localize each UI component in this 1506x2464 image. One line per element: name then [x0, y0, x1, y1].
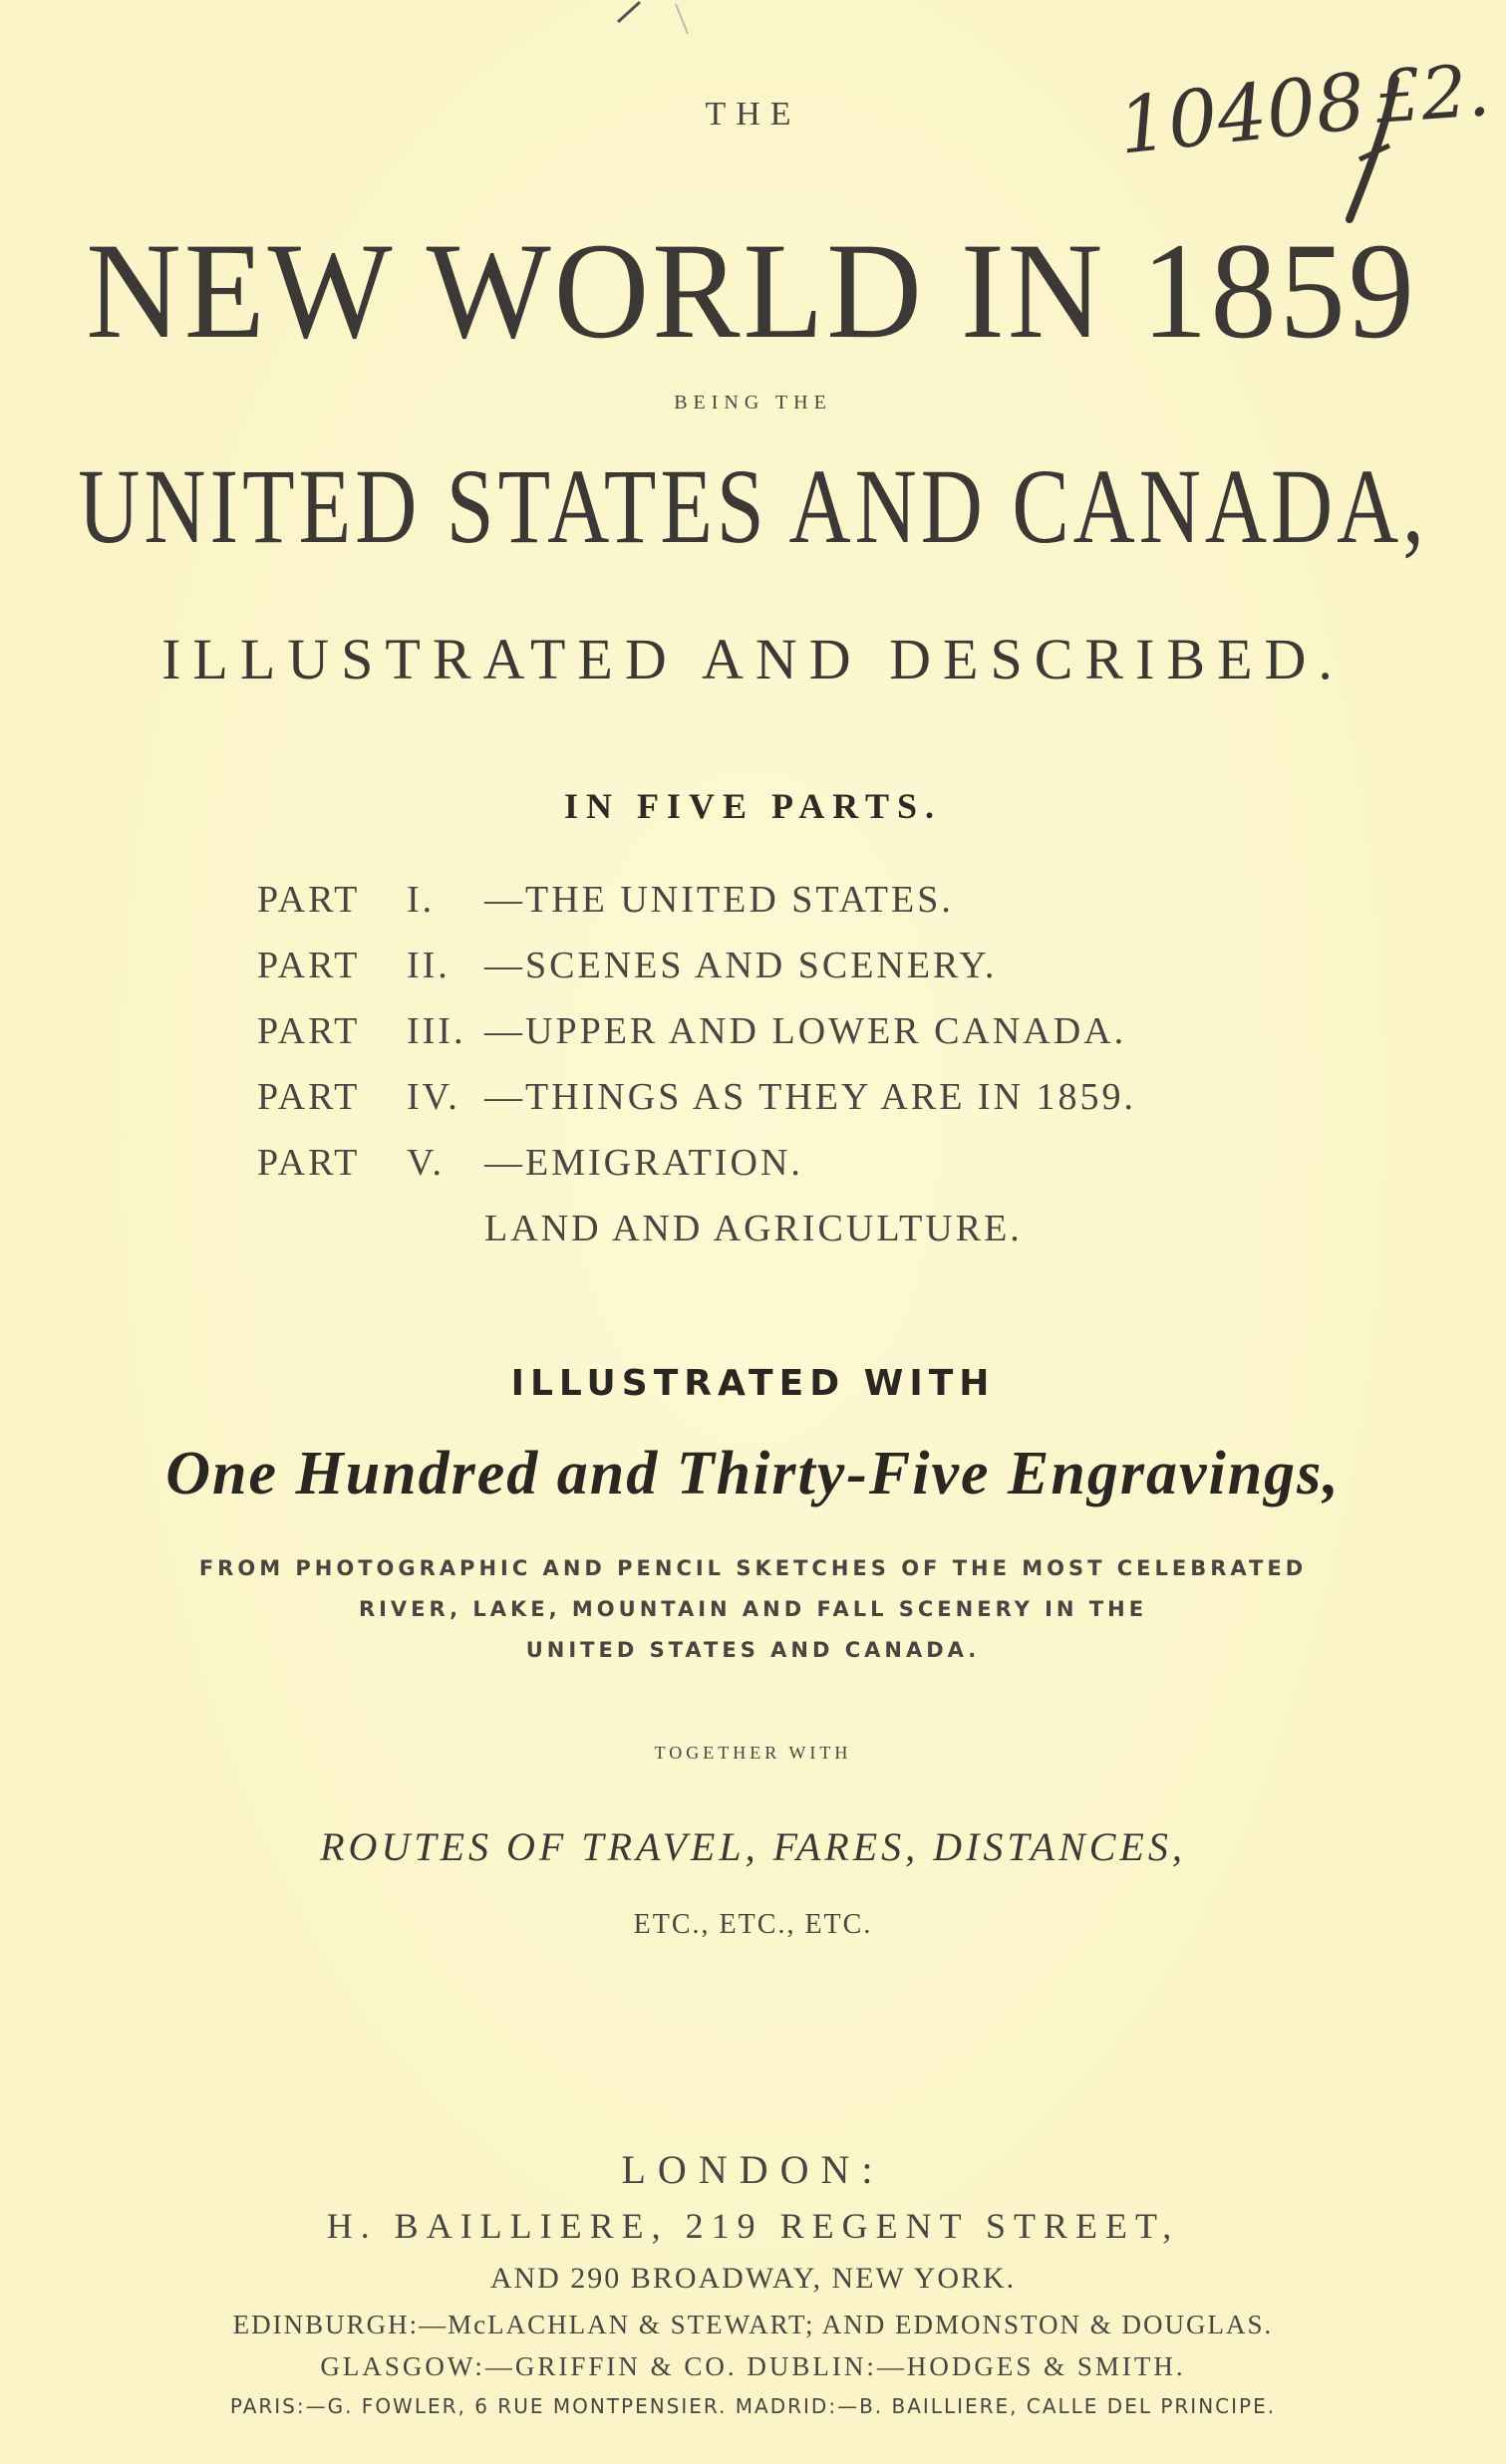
part-numeral: II.: [407, 945, 451, 986]
subtitle: UNITED STATES AND CANADA,: [78, 445, 1428, 566]
illustrated-and-described: ILLUSTRATED AND DESCRIBED.: [161, 627, 1345, 691]
part-label: PART: [257, 1010, 361, 1052]
imprint-paris-madrid: PARIS:—G. FOWLER, 6 RUE MONTPENSIER. MADRID:—B. BAILLIERE, CALLE DEL PRINCIPE.: [229, 2394, 1277, 2418]
handwritten-shelf-mark: £2.: [1372, 48, 1493, 139]
routes-line: ROUTES OF TRAVEL, FARES, DISTANCES,: [320, 1824, 1186, 1869]
part-numeral: I.: [407, 879, 436, 921]
part-row: [257, 867, 1136, 933]
part-title: —SCENES AND SCENERY.: [484, 945, 998, 986]
in-five-parts: IN FIVE PARTS.: [563, 786, 943, 826]
from-line-2: RIVER, LAKE, MOUNTAIN AND FALL SCENERY IN THE: [358, 1597, 1148, 1621]
illustrated-with: ILLUSTRATED WITH: [510, 1363, 996, 1404]
part-numeral: III.: [407, 1010, 466, 1052]
part-row: [257, 1064, 1136, 1130]
etc-line: ETC., ETC., ETC.: [633, 1909, 873, 1940]
imprint-city: LONDON:: [621, 2147, 885, 2192]
imprint-publisher: H. BAILLIERE, 219 REGENT STREET,: [326, 2206, 1180, 2246]
parts-list: [257, 867, 1136, 1261]
pencil-mark: [610, 0, 690, 40]
from-line-3: UNITED STATES AND CANADA.: [525, 1638, 981, 1662]
part-numeral: IV.: [407, 1076, 460, 1118]
part-title: —THINGS AS THEY ARE IN 1859.: [484, 1076, 1137, 1118]
handwritten-catalog-number: 10408: [1113, 57, 1370, 172]
part-label: PART: [257, 1142, 361, 1184]
imprint-glasgow-dublin: GLASGOW:—GRIFFIN & CO. DUBLIN:—HODGES & SMITH.: [320, 2351, 1186, 2381]
part-row: [257, 1130, 1136, 1196]
part-title: —EMIGRATION.: [484, 1142, 803, 1184]
imprint-edinburgh: EDINBURGH:—McLACHLAN & STEWART; AND EDMONSTON & DOUGLAS.: [232, 2310, 1274, 2339]
part-label: PART: [257, 945, 361, 986]
being-the-label: BEING THE: [674, 392, 832, 413]
part-row: [257, 998, 1136, 1064]
part-title: —UPPER AND LOWER CANADA.: [484, 1010, 1127, 1052]
part-label: PART: [257, 879, 361, 921]
together-with: TOGETHER WITH: [654, 1743, 852, 1763]
part-numeral: V.: [407, 1142, 446, 1184]
part-row: [257, 933, 1136, 998]
part-v-continuation: LAND AND AGRICULTURE.: [484, 1208, 1023, 1249]
part-title: —THE UNITED STATES.: [484, 879, 954, 921]
from-line-1: FROM PHOTOGRAPHIC AND PENCIL SKETCHES OF THE MOST CELEBRATED: [198, 1556, 1308, 1580]
part-label: PART: [257, 1076, 361, 1118]
engravings-line: One Hundred and Thirty-Five Engravings,: [165, 1440, 1341, 1507]
imprint-new-york: AND 290 BROADWAY, NEW YORK.: [489, 2262, 1017, 2295]
handwritten-slash: [1336, 70, 1415, 229]
the-label: THE: [705, 96, 801, 133]
main-title: NEW WORLD IN 1859: [86, 214, 1417, 367]
